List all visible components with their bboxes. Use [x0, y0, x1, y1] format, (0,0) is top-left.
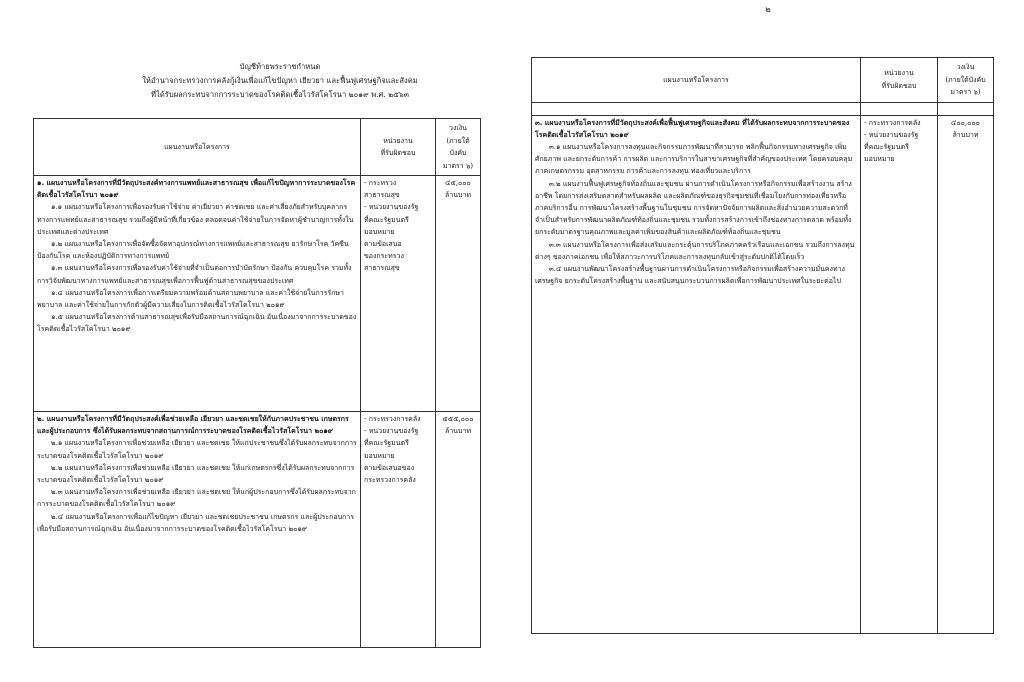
header-text: (ภายใต้บังคับ — [446, 136, 470, 157]
table-header-row — [532, 58, 994, 103]
plan-cell — [34, 412, 361, 648]
budget-amount: ๔๕,๐๐๐ — [445, 179, 471, 187]
plan-item: ๒.๔ แผนงานหรือโครงการเพื่อแก้ไขปัญหา เยียวยา และชดเชยประชาชน เกษตรกร และผู้ประกอบการ เพื่อรับมือสถานการณ์ฉุกเฉิน อันเนื่องมาจากการระบาดของโรคติดเชื้อไวรัสโคโรนา ๒๐๑๙ — [37, 512, 354, 533]
plan-item: ๓.๔ แผนงานพัฒนาโครงสร้างพื้นฐานผ่านการดำเนินโครงการหรือกิจกรรมเพื่อสร้างความมั่นคงทางเศรษฐกิจ ยกระดับโครงสร้างพื้นฐาน และสนับสนุนกระบวนการผลิตเพื่อการพัฒนาประเทศในระยะต่อไป — [535, 264, 845, 286]
document-page-2 — [512, 0, 1024, 682]
page-number: ๒ — [765, 5, 771, 14]
plan-item: ๑.๑ แผนงานหรือโครงการเพื่อรองรับค่าใช้จ่าย ค่าเยียวยา ค่าชดเชย และค่าเสี่ยงภัยสำหรับบุคลากรทางการแพทย์และสาธารณสุข รวมถึงผู้มีหน้าที่เกี่ยวข้อง ตลอดจนค่าใช้จ่ายในการจัดหาผู้ชำนาญการทั้งในประเทศและต่างประเทศ — [37, 203, 354, 236]
empty-cell — [532, 102, 861, 115]
plan-item: ๒.๓ แผนงานหรือโครงการเพื่อช่วยเหลือ เยียวยา และชดเชย ให้แก่ผู้ประกอบการซึ่งได้รับผลกระทบจากการระบาดของโรคติดเชื้อไวรัสโคโรนา ๒๐๑๙ — [37, 488, 356, 509]
header-text: ที่รับผิดชอบ — [380, 149, 416, 157]
empty-table-row — [532, 102, 994, 115]
header-responsible — [861, 58, 938, 103]
responsible-line: ของกระทรวง — [364, 252, 404, 261]
responsible-cell — [861, 115, 938, 633]
header-plan: แผนงานหรือโครงการ — [34, 119, 361, 176]
table-header-row — [34, 119, 481, 176]
header-text: หน่วยงาน — [884, 69, 914, 78]
responsible-line: มอบหมาย — [364, 227, 395, 236]
plans-table — [531, 57, 994, 634]
header-text: หน่วยงาน — [383, 136, 413, 145]
budget-unit: ล้านบาท — [445, 427, 471, 436]
header-budget — [938, 58, 994, 103]
empty-cell — [938, 102, 994, 115]
plan-heading: ๑. แผนงานหรือโครงการที่มีวัตถุประสงค์ทางการแพทย์และสาธารณสุข เพื่อแก้ไขปัญหาการระบาดของโรคติดเชื้อไวรัสโคโรนา ๒๐๑๙ — [37, 179, 356, 200]
table-row — [34, 412, 481, 648]
table-row — [532, 115, 994, 633]
responsible-line: สาธารณสุข — [364, 191, 400, 200]
responsible-line: ที่คณะรัฐมนตรี — [364, 439, 409, 448]
plan-item: ๓.๓ แผนงานหรือโครงการเพื่อส่งเสริมและกระตุ้นการบริโภคภาคครัวเรือนและเอกชน รวมถึงการลงทุนต่างๆ ของภาคเอกชน เพื่อให้สภาวะการบริโภคและการลงทุนกลับเข้าสู่ระดับปกติได้โดยเร็ว — [535, 240, 855, 261]
responsible-line: - กระทรวง — [364, 179, 397, 187]
responsible-line: สาธารณสุข — [364, 264, 400, 273]
responsible-line: ตามข้อเสนอ — [364, 240, 402, 249]
budget-amount: ๔๐๐,๐๐๐ — [951, 118, 980, 127]
plan-cell — [532, 115, 861, 633]
budget-cell — [436, 176, 481, 412]
header-text: (ภายใต้บังคับ — [945, 75, 986, 84]
header-text: วงเงิน — [956, 63, 975, 71]
title-line: ให้อำนาจกระทรวงการคลังกู้เงินเพื่อแก้ไขปัญหา เยียวยา และฟื้นฟูเศรษฐกิจและสังคม — [142, 76, 418, 85]
responsible-line: มอบหมาย — [364, 451, 395, 460]
empty-cell — [861, 102, 938, 115]
plan-item: ๒.๒ แผนงานหรือโครงการเพื่อช่วยเหลือ เยียวยา และชดเชย ให้แก่เกษตรกรซึ่งได้รับผลกระทบจากการระบาดของโรคติดเชื้อไวรัสโคโรนา ๒๐๑๙ — [37, 463, 355, 485]
title-line: บัญชีท้ายพระราชกำหนด — [239, 62, 321, 71]
responsible-line: กระทรวงการคลัง — [364, 476, 416, 485]
plan-heading: ๒. แผนงานหรือโครงการที่มีวัตถุประสงค์เพื่อช่วยเหลือ เยียวยา และชดเชยให้กับภาคประชาชน เกษตรกร และผู้ประกอบการ ซึ่งได้รับผลกระทบจากสถานการณ์การระบาดของโรคติดเชื้อไวรัสโคโรนา ๒๐๑๙ — [37, 415, 349, 436]
plan-heading: ๓. แผนงานหรือโครงการที่มีวัตถุประสงค์เพื่อฟื้นฟูเศรษฐกิจและสังคม ที่ได้รับผลกระทบจากการระบาดของโรคติดเชื้อไวรัสโคโรนา ๒๐๑๙ — [535, 118, 850, 139]
responsible-line: - หน่วยงานของรัฐ — [364, 203, 419, 212]
budget-amount: ๕๕๕,๐๐๐ — [442, 415, 474, 423]
budget-unit: ล้านบาท — [952, 130, 979, 139]
header-text: วงเงิน — [449, 124, 467, 132]
plan-item: ๑.๔ แผนงานหรือโครงการเพื่อการเตรียมความพร้อมด้านสถานพยาบาล และค่าใช้จ่ายในการรักษาพยาบาล และค่าใช้จ่ายในการกักตัวผู้มีความเสี่ยงในการติดเชื้อไวรัสโคโรนา ๒๐๑๙ — [37, 288, 344, 310]
plan-item: ๑.๓ แผนงานหรือโครงการเพื่อรองรับค่าใช้จ่ายที่จำเป็นต่อการบำบัดรักษา ป้องกัน ควบคุมโรค รวมทั้งการวิจัยพัฒนาทางการแพทย์และสาธารณสุขเพื่อการฟื้นฟูด้านสาธารณสุขของประเทศ — [37, 264, 352, 285]
budget-cell — [938, 115, 994, 633]
document-title — [60, 60, 500, 102]
responsible-line: ตามข้อเสนอของ — [364, 463, 415, 472]
responsible-line: - หน่วยงานของรัฐ — [864, 130, 919, 139]
responsible-cell — [361, 412, 436, 648]
plan-item: ๓.๑ แผนงานหรือโครงการลงทุนและกิจกรรมการพัฒนาที่สามารถ พลิกฟื้นกิจกรรมทางเศรษฐกิจ เพิ่มศักยภาพ และยกระดับการค้า การผลิต และการบริการในสาขาเศรษฐกิจที่สำคัญของประเทศ โดยครอบคลุมภาคเกษตรกรรม อุตสาหกรรม การค้าและการลงทุน ท่องเที่ยวและบริการ — [535, 142, 853, 176]
plan-item: ๑.๕ แผนงานหรือโครงการด้านสาธารณสุขเพื่อรับมือสถานการณ์ฉุกเฉิน อันเนื่องมาจากการระบาดของโรคติดเชื้อไวรัสโคโรนา ๒๐๑๙ — [37, 313, 357, 334]
header-budget — [436, 119, 481, 176]
responsible-cell — [361, 176, 436, 412]
responsible-line: - หน่วยงานของรัฐ — [364, 427, 419, 436]
title-line: ที่ได้รับผลกระทบจากการระบาดของโรคติดเชื้อไวรัสโคโรนา ๒๐๑๙ พ.ศ. ๒๕๖๓ — [151, 90, 409, 99]
plans-table — [33, 118, 481, 648]
header-text: มาตรา ๖) — [442, 161, 474, 170]
responsible-line: ที่คณะรัฐมนตรี — [364, 215, 409, 224]
header-plan: แผนงานหรือโครงการ — [532, 58, 861, 103]
budget-unit: ล้านบาท — [445, 191, 471, 200]
budget-cell — [436, 412, 481, 648]
responsible-line: - กระทรวงการคลัง — [864, 118, 921, 127]
plan-cell — [34, 176, 361, 412]
responsible-line: มอบหมาย — [864, 155, 895, 164]
header-text: ที่รับผิดชอบ — [881, 81, 917, 90]
responsible-line: - กระทรวงการคลัง — [364, 415, 421, 423]
responsible-line: ที่คณะรัฐมนตรี — [864, 142, 909, 151]
plan-item: ๒.๑ แผนงานหรือโครงการเพื่อช่วยเหลือ เยียวยา และชดเชย ให้แก่ประชาชนซึ่งได้รับผลกระทบจากการระบาดของโรคติดเชื้อไวรัสโคโรนา ๒๐๑๙ — [37, 439, 357, 460]
plan-item: ๓.๒ แผนงานฟื้นฟูเศรษฐกิจท้องถิ่นและชุมชน ผ่านการดำเนินโครงการหรือกิจกรรมเพื่อสร้างงาน สร้างอาชีพ โดยการส่งเสริมตลาดสำหรับผลผลิต และผลิตภัณฑ์ของธุรกิจชุมชนที่เชื่อมโยงกับการท่องเที่ยวหรือภาคบริการอื่น การพัฒนาโครงสร้างพื้นฐานในชุมชน การจัดหาปัจจัยการผลิตและสิ่งอำนวยความสะดวกที่จำเป็นสำหรับการพัฒนาผลิตภัณฑ์ท้องถิ่นและชุมชน รวมทั้งการสร้างการเข้าถึงช่องทางการตลาด พร้อมทั้งยกระดับมาตรฐานคุณภาพและมูลค่าเพิ่มของสินค้าและผลิตภัณฑ์ท้องถิ่นและชุมชน — [535, 179, 852, 237]
header-responsible — [361, 119, 436, 176]
plan-item: ๑.๒ แผนงานหรือโครงการเพื่อจัดซื้อจัดหาอุปกรณ์ทางการแพทย์และสาธารณสุข ยารักษาโรค วัคซีนป้องกันโรค และห้องปฏิบัติการทางการแพทย์ — [37, 240, 349, 261]
header-text: มาตรา ๖) — [950, 88, 981, 96]
table-row — [34, 176, 481, 412]
